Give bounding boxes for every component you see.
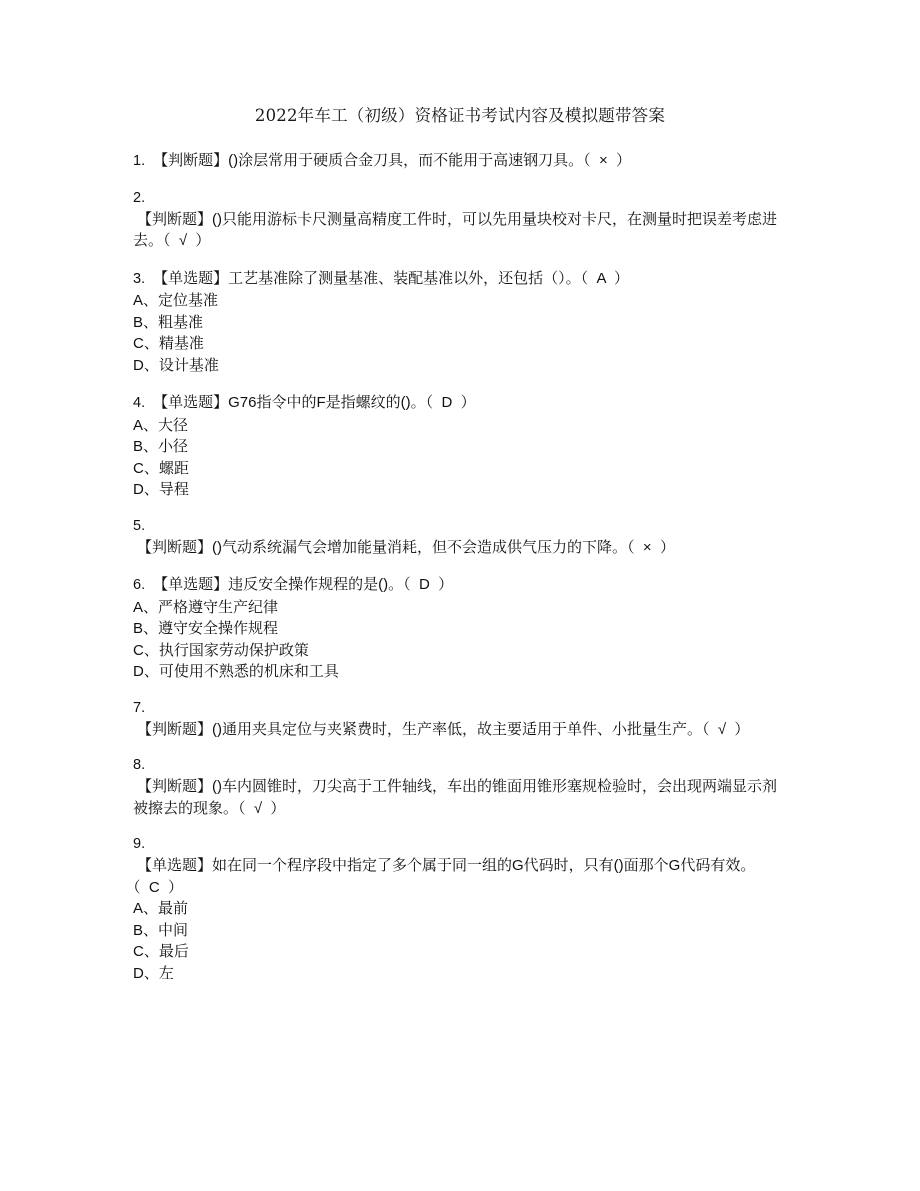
question-body: ()只能用游标卡尺测量高精度工件时，可以先用量块校对卡尺，在测量时把误差考虑进去。 — [133, 210, 778, 249]
option-item[interactable]: D、设计基准 — [133, 356, 219, 374]
question-type-tag: 【判断题】 — [137, 538, 213, 556]
option-item[interactable]: A、严格遵守生产纪律 — [133, 598, 279, 616]
question-type-tag: 【单选题】 — [153, 394, 229, 411]
question-number: 8. — [133, 757, 146, 773]
question-number: 3. — [133, 270, 146, 287]
answer-mark: （ D ） — [425, 394, 476, 411]
question-body: ()涂层常用于硬质合金刀具，而不能用于高速钢刀具。 — [228, 152, 584, 169]
question-body: 如在同一个程序段中指定了多个属于同一组的G代码时，只有()面那个G代码有效。 — [212, 857, 756, 874]
option-item[interactable]: A、最前 — [133, 900, 189, 917]
option-item[interactable]: B、遵守安全操作规程 — [133, 620, 279, 637]
question-number: 6. — [133, 577, 146, 593]
question-type-tag: 【判断题】 — [137, 720, 213, 738]
answer-mark: （ C ） — [133, 878, 184, 896]
answer-mark: （ √ ） — [238, 799, 286, 817]
option-list — [133, 290, 789, 376]
question-block — [133, 189, 789, 252]
option-item[interactable]: C、精基准 — [133, 335, 204, 352]
option-item[interactable]: D、导程 — [133, 481, 189, 498]
option-list — [133, 898, 789, 984]
question-text — [133, 537, 789, 559]
option-item[interactable]: D、左 — [133, 964, 174, 982]
answer-mark: （ D ） — [403, 576, 454, 593]
question-block — [133, 150, 789, 173]
question-type-tag: 【判断题】 — [153, 152, 229, 169]
question-number: 4. — [133, 395, 146, 411]
question-text — [133, 150, 789, 173]
question-type-tag: 【单选题】 — [153, 269, 229, 287]
option-item[interactable]: B、粗基准 — [133, 313, 204, 331]
question-block — [133, 699, 789, 741]
question-body: ()通用夹具定位与夹紧费时，生产率低，故主要适用于单件、小批量生产。 — [212, 720, 703, 738]
question-type-tag: 【判断题】 — [137, 778, 213, 795]
question-block — [133, 392, 789, 501]
answer-mark: （ √ ） — [163, 232, 211, 249]
question-type-tag: 【单选题】 — [153, 576, 229, 593]
question-text — [133, 776, 789, 819]
option-item[interactable]: A、大径 — [133, 416, 189, 434]
page-title: 2022年车工（初级）资格证书考试内容及模拟题带答案 — [254, 106, 666, 125]
question-type-tag: 【单选题】 — [137, 857, 213, 874]
question-block — [133, 574, 789, 683]
question-block — [133, 756, 789, 819]
question-number: 5. — [133, 517, 146, 534]
question-block — [133, 517, 789, 559]
option-item[interactable]: D、可使用不熟悉的机床和工具 — [133, 663, 339, 680]
option-list — [133, 597, 789, 683]
question-text — [133, 719, 789, 741]
question-type-tag: 【判断题】 — [137, 210, 213, 228]
question-text — [133, 209, 789, 252]
answer-mark: （ A ） — [580, 269, 629, 287]
answer-mark: （ √ ） — [702, 720, 750, 738]
question-number: 2. — [133, 189, 146, 206]
option-item[interactable]: B、中间 — [133, 921, 189, 939]
question-body: G76指令中的F是指螺纹的()。 — [228, 394, 426, 411]
option-item[interactable]: C、执行国家劳动保护政策 — [133, 641, 309, 659]
question-text — [133, 855, 789, 898]
question-block — [133, 268, 789, 377]
question-number: 1. — [133, 153, 146, 169]
question-number: 7. — [133, 699, 146, 716]
option-item[interactable]: A、定位基准 — [133, 292, 219, 309]
question-body: ()车内圆锥时，刀尖高于工件轴线，车出的锥面用锥形塞规检验时，会出现两端显示剂被擦去的现象。 — [133, 778, 778, 817]
question-text — [133, 392, 789, 415]
option-list — [133, 415, 789, 501]
question-text — [133, 268, 789, 291]
question-text — [133, 574, 789, 597]
question-block — [133, 835, 789, 984]
question-list — [133, 150, 789, 1000]
question-body: 违反安全操作规程的是()。 — [228, 576, 404, 593]
option-item[interactable]: C、最后 — [133, 943, 189, 960]
option-item[interactable]: C、螺距 — [133, 459, 189, 477]
question-number: 9. — [133, 836, 146, 852]
question-body: ()气动系统漏气会增加能量消耗，但不会造成供气压力的下降。 — [212, 538, 628, 556]
answer-mark: （ × ） — [583, 152, 632, 169]
answer-mark: （ × ） — [627, 538, 675, 556]
option-item[interactable]: B、小径 — [133, 438, 189, 455]
question-body: 工艺基准除了测量基准、装配基准以外，还包括（）。 — [228, 269, 581, 287]
